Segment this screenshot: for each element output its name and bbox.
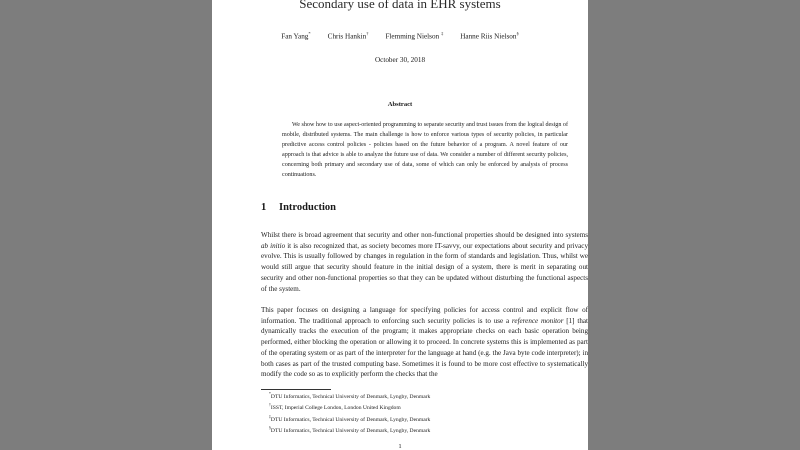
publication-date: October 30, 2018 xyxy=(374,56,426,64)
author: Flemming Nielson ‡ xyxy=(385,31,444,41)
paper-title: Secondary use of data in EHR systems xyxy=(299,0,501,11)
abstract-heading: Abstract xyxy=(387,101,413,108)
footnote: ‡DTU Informatics, Technical University of Denmark, Lyngby, Denmark xyxy=(269,414,431,423)
author: Chris Hankin† xyxy=(327,31,369,41)
footnotes xyxy=(269,390,430,436)
body-paragraph: Whilst there is broad agreement that security and other non-functional properties should be designed into systems ab initio it is also recognized that, as society becomes more IT-savvy, our expectations about security and privacy evolve. This is usually followed by changes in regulation in the form of standards and legislation. Thus, whilst we would still argue that security should feature in the initial design of a system, there is merit in separating out security and other non-functional properties so that they can be updated without disturbing the functional aspects of the system. xyxy=(261,231,588,293)
section-number: 1 xyxy=(261,202,267,213)
author: Fan Yang* xyxy=(281,31,311,41)
author: Hanne Riis Nielson§ xyxy=(460,31,519,41)
paper-page xyxy=(212,0,588,450)
section-heading xyxy=(261,202,336,213)
page-number: 1 xyxy=(398,443,402,450)
body-paragraph: This paper focuses on designing a language for specifying policies for access control and explicit flow of information. The traditional approach to enforcing such security policies is to use a reference monitor [1] that dynamically tracks the execution of the program; it makes appropriate checks on each basic operation being performed, either blocking the operation or allowing it to proceed. In concrete systems this is implemented as part of the operating system or as part of the interpreter for the language at hand (e.g. the Java byte code interpreter); in both cases as part of the trusted computing base. Sometimes it is found to be more cost effective to systematically modify the code so as to explicitly perform the checks that the xyxy=(261,306,588,379)
abstract-text: We show how to use aspect-oriented programming to separate security and trust issues from the logical design of mobile, distributed systems. The main challenge is how to enforce various types of security policies, in particular predictive access control policies - policies based on the future behavior of a program. A novel feature of our approach is that advice is able to analyze the future use of data. We consider a number of different security policies, concerning both primary and secondary use of data, some of which can only be enforced by analysis of process continuations. xyxy=(282,122,568,178)
footnote: §DTU Informatics, Technical University of Denmark, Lyngby, Denmark xyxy=(269,426,431,435)
footnote: *DTU Informatics, Technical University of Denmark, Lyngby, Denmark xyxy=(269,392,431,400)
section-title: Introduction xyxy=(279,202,336,213)
footnote: †ISST, Imperial College London, London United Kingdom xyxy=(269,403,401,412)
author-list xyxy=(212,31,588,40)
